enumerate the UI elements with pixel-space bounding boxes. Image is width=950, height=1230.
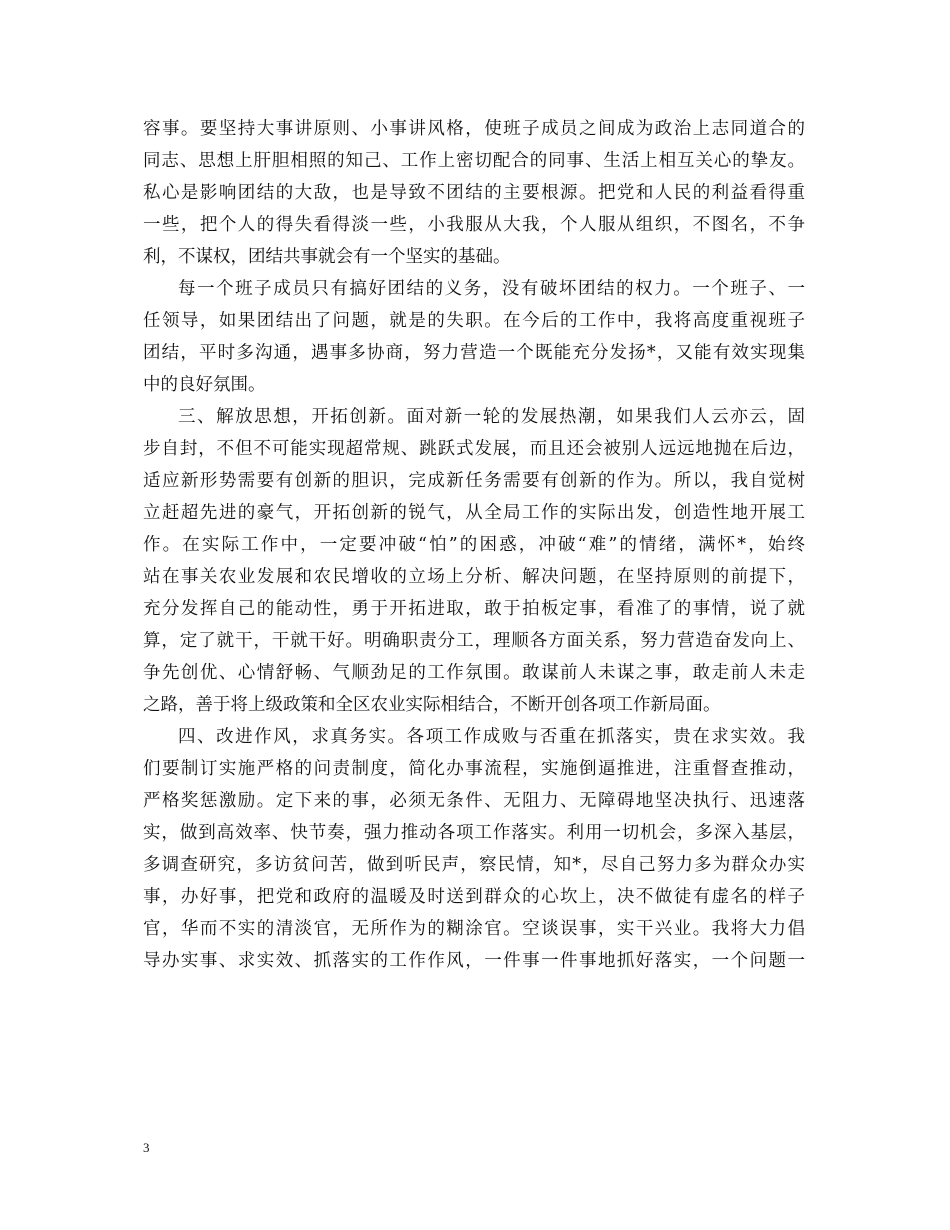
text-line: 同志、思想上肝胆相照的知己、工作上密切配合的同事、生活上相互关心的挚友。 [143,151,805,171]
text-line: 多调查研究，多访贫问苦，做到听民声，察民情，知*，尽自己努力多为群众办实 [143,855,805,875]
text-line: 任领导，如果团结出了问题，就是的失职。在今后的工作中，我将高度重视班子 [143,311,805,331]
text-line: 事，办好事，把党和政府的温暖及时送到群众的心坎上，决不做徒有虚名的样子 [143,887,805,907]
text-line: 们要制订实施严格的问责制度，简化办事流程，实施倒逼推进，注重督查推动， [143,759,805,779]
text-line: 私心是影响团结的大敌，也是导致不团结的主要根源。把党和人民的利益看得重 [143,183,805,203]
text-line: 容事。要坚持大事讲原则、小事讲风格，使班子成员之间成为政治上志同道合的 [143,119,805,139]
text-line: 严格奖惩激励。定下来的事，必须无条件、无阻力、无障碍地坚决执行、迅速落 [143,791,805,811]
text-line: 三、解放思想，开拓创新。面对新一轮的发展热潮，如果我们人云亦云，固 [178,407,805,427]
body-text [143,113,805,977]
text-line: 步自封，不但不可能实现超常规、跳跃式发展，而且还会被别人远远地抛在后边， [143,439,805,459]
text-line: 导办实事、求实效、抓落实的工作作风，一件事一件事地抓好落实，一个问题一 [143,951,805,971]
text-line: 充分发挥自己的能动性，勇于开拓进取，敢于拍板定事，看准了的事情，说了就 [143,599,805,619]
text-line: 作。在实际工作中，一定要冲破“怕”的困惑，冲破“难”的情绪，满怀*，始终 [143,535,805,555]
text-line: 站在事关农业发展和农民增收的立场上分析、解决问题，在坚持原则的前提下， [143,567,805,587]
text-line: 立赶超先进的豪气，开拓创新的锐气，从全局工作的实际出发，创造性地开展工 [143,503,805,523]
text-line: 中的良好氛围。 [143,375,266,395]
text-line: 算，定了就干，干就干好。明确职责分工，理顺各方面关系，努力营造奋发向上、 [143,631,805,651]
text-line: 利，不谋权，团结共事就会有一个坚实的基础。 [143,247,511,267]
text-line: 团结，平时多沟通，遇事多协商，努力营造一个既能充分发扬*，又能有效实现集 [143,343,805,363]
text-line: 之路，善于将上级政策和全区农业实际相结合，不断开创各项工作新局面。 [143,695,721,715]
text-line: 实，做到高效率、快节奏，强力推动各项工作落实。利用一切机会，多深入基层， [143,823,805,843]
text-line: 四、改进作风，求真务实。各项工作成败与否重在抓落实，贵在求实效。我 [178,727,805,747]
text-line: 每一个班子成员只有搞好团结的义务，没有破坏团结的权力。一个班子、一 [178,279,805,299]
text-line: 一些，把个人的得失看得淡一些，小我服从大我，个人服从组织，不图名，不争 [143,215,805,235]
text-line: 适应新形势需要有创新的胆识，完成新任务需要有创新的作为。所以，我自觉树 [143,471,805,491]
text-line: 官，华而不实的清淡官，无所作为的糊涂官。空谈误事，实干兴业。我将大力倡 [143,919,805,939]
text-line: 争先创优、心情舒畅、气顺劲足的工作氛围。敢谋前人未谋之事，敢走前人未走 [143,663,805,683]
page-number: 3 [143,1140,150,1155]
